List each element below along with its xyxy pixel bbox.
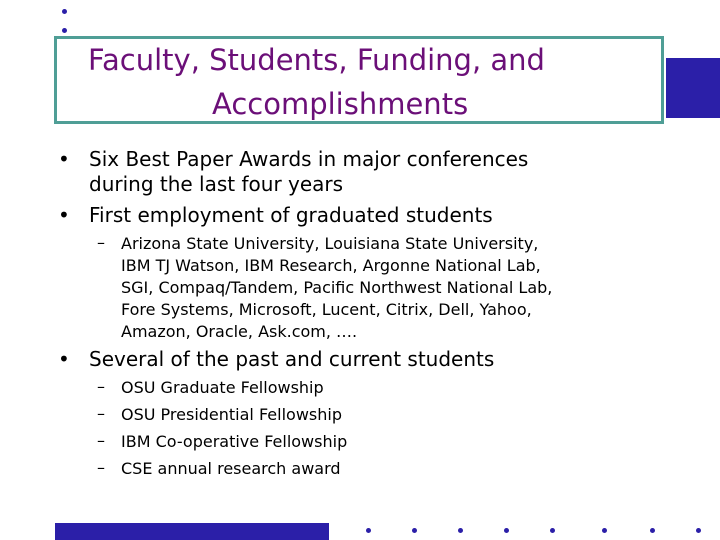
bottom-accent-bar — [55, 523, 329, 540]
decor-dot — [602, 528, 607, 533]
sub-bullet-dash: – — [97, 233, 105, 252]
slide-title — [54, 38, 664, 126]
decor-dot — [412, 528, 417, 533]
employer-list-line-5: Amazon, Oracle, Ask.com, …. — [121, 322, 358, 341]
bullet-marker: • — [58, 147, 70, 171]
bullet-1-line-2: during the last four years — [89, 172, 344, 196]
decor-dot — [62, 9, 67, 14]
sub-bullet-dash: – — [97, 458, 105, 477]
title-line-1: Faculty, Students, Funding, and — [88, 43, 545, 77]
sub-bullet-dash: – — [97, 431, 105, 450]
fellowship-item: OSU Graduate Fellowship — [121, 378, 324, 397]
title-line-2: Accomplishments — [212, 87, 469, 121]
bullet-2-line-1: First employment of graduated students — [89, 203, 493, 227]
bullet-1-line-1: Six Best Paper Awards in major conferences — [89, 147, 529, 171]
decor-dot — [650, 528, 655, 533]
bullet-3-line-1: Several of the past and current students — [89, 347, 495, 371]
employer-list-line-1: Arizona State University, Louisiana State University, — [121, 234, 539, 253]
employer-list-line-4: Fore Systems, Microsoft, Lucent, Citrix, Dell, Yahoo, — [121, 300, 532, 319]
fellowship-item: IBM Co-operative Fellowship — [121, 432, 348, 451]
decor-dot — [458, 528, 463, 533]
employer-list-line-3: SGI, Compaq/Tandem, Pacific Northwest National Lab, — [121, 278, 553, 297]
fellowship-item: CSE annual research award — [121, 459, 341, 478]
decor-dot — [696, 528, 701, 533]
decor-dot — [62, 28, 67, 33]
bullet-marker: • — [58, 347, 70, 371]
sub-bullet-dash: – — [97, 377, 105, 396]
decor-dot — [366, 528, 371, 533]
fellowship-item: OSU Presidential Fellowship — [121, 405, 342, 424]
employer-list-line-2: IBM TJ Watson, IBM Research, Argonne National Lab, — [121, 256, 541, 275]
sub-bullet-dash: – — [97, 404, 105, 423]
accent-square — [666, 58, 720, 118]
decor-dot — [550, 528, 555, 533]
bullet-marker: • — [58, 203, 70, 227]
decor-dot — [504, 528, 509, 533]
